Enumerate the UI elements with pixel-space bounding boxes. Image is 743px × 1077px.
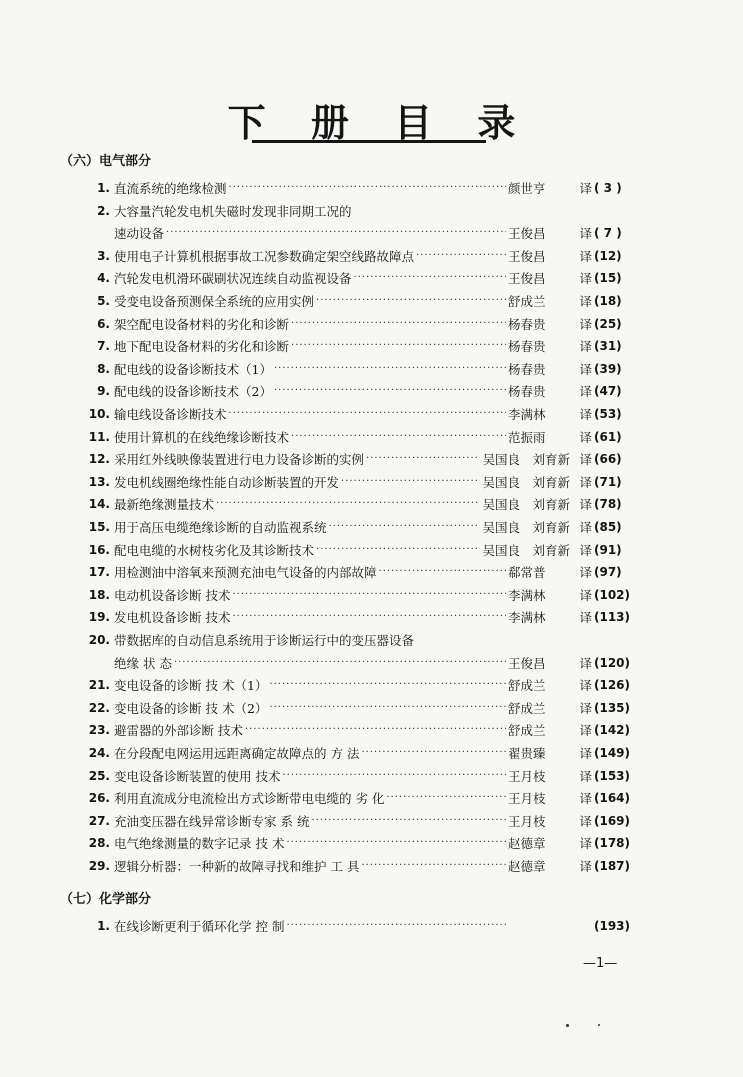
dot-leader xyxy=(386,788,506,808)
translated-marker: 译 xyxy=(579,746,592,761)
entry-title: 采用红外线映像装置进行电力设备诊断的实例 xyxy=(114,452,365,468)
toc-entry[interactable] xyxy=(68,381,648,401)
entry-title: 配电线的设备诊断技术（1） xyxy=(114,361,272,377)
entry-translator: 吴国良 刘育新 xyxy=(482,452,570,468)
entry-number: 6. xyxy=(97,316,110,331)
entry-number: 2. xyxy=(97,203,110,218)
entry-page: (142) xyxy=(594,723,631,738)
entry-number: 20. xyxy=(88,633,110,647)
translated-marker: 译 xyxy=(579,429,592,445)
entry-translator: 舒成兰 xyxy=(508,700,546,716)
toc-entry[interactable] xyxy=(68,291,648,311)
toc-entry[interactable] xyxy=(68,336,648,356)
dot-leader xyxy=(379,562,506,582)
dot-leader xyxy=(291,427,506,447)
entry-page: (61) xyxy=(594,429,622,444)
entry-number: 12. xyxy=(88,452,110,467)
scan-speck xyxy=(598,1024,600,1026)
entry-page: ( 7 ) xyxy=(594,226,622,241)
entry-translator: 杨春贵 xyxy=(508,384,546,400)
entry-translator: 王月枝 xyxy=(508,791,546,807)
dot-leader xyxy=(354,268,506,288)
toc-entry[interactable] xyxy=(68,246,648,266)
translated-marker: 译 xyxy=(579,610,592,626)
entry-translator: 王月枝 xyxy=(508,813,546,829)
entry-title: 充油变压器在线异常诊断专家 系 统 xyxy=(114,813,310,829)
toc-entry[interactable] xyxy=(68,916,648,936)
toc-entry[interactable] xyxy=(68,856,648,876)
entry-title: 输电线设备诊断技术 xyxy=(114,407,227,422)
translated-marker: 译 xyxy=(579,791,592,807)
entry-title: 变电设备的诊断 技 术（1） xyxy=(114,678,268,694)
translated-marker: 译 xyxy=(579,497,592,513)
entry-translator: 赵德章 xyxy=(508,836,546,852)
entry-number: 1. xyxy=(97,181,110,195)
dot-leader xyxy=(361,743,506,763)
dot-leader xyxy=(316,291,506,311)
entry-number: 11. xyxy=(88,429,110,444)
entry-number: 26. xyxy=(88,791,110,806)
entry-number: 9. xyxy=(97,384,110,399)
entry-title: 架空配电设备材料的劣化和诊断 xyxy=(114,316,290,332)
entry-title: 使用电子计算机根据事故工况参数确定架空线路故障点 xyxy=(114,248,415,264)
toc-entry[interactable] xyxy=(68,404,648,424)
entry-number: 5. xyxy=(97,294,110,308)
entry-title: 逻辑分析器：一种新的故障寻找和维护 工 具 xyxy=(114,859,360,874)
entry-page: (178) xyxy=(594,836,631,851)
entry-number: 15. xyxy=(88,520,110,534)
entry-title: 最新绝缘测量技术 xyxy=(114,497,215,513)
entry-title: 用检测油中溶氧来预测充油电气设备的内部故障 xyxy=(114,565,377,581)
toc-entry[interactable] xyxy=(68,720,648,740)
translated-marker: 译 xyxy=(579,271,592,287)
title-underline xyxy=(252,140,486,143)
section-heading: （七）化学部分 xyxy=(60,892,152,907)
dot-leader xyxy=(174,653,506,673)
entry-page: (18) xyxy=(594,294,622,308)
entry-page: (12) xyxy=(594,248,622,263)
entry-translator: 李满林 xyxy=(508,407,546,422)
entry-title: 变电设备的诊断 技 术（2） xyxy=(114,700,268,716)
entry-title: 避雷器的外部诊断 技术 xyxy=(114,723,243,739)
translated-marker: 译 xyxy=(579,407,592,422)
toc-entry[interactable] xyxy=(68,359,648,379)
entry-title: 地下配电设备材料的劣化和诊断 xyxy=(114,339,290,355)
scan-speck xyxy=(566,1024,569,1027)
entry-page: (25) xyxy=(594,316,622,331)
entry-title: 在分段配电网运用远距离确定故障点的 方 法 xyxy=(114,746,360,761)
entry-page: (31) xyxy=(594,339,622,354)
entry-page: (126) xyxy=(594,678,631,693)
dot-leader xyxy=(311,811,506,831)
translated-marker: 译 xyxy=(579,678,592,694)
dot-leader xyxy=(232,585,506,605)
dot-leader xyxy=(274,359,506,379)
entry-title: 配电线的设备诊断技术（2） xyxy=(114,384,272,400)
entry-number: 4. xyxy=(97,271,110,286)
entry-title: 绝缘 状 态 xyxy=(114,655,172,671)
dot-leader xyxy=(291,314,506,334)
toc-entry[interactable] xyxy=(68,788,648,808)
entry-title: 汽轮发电机滑环碳刷状况连续自动监视设备 xyxy=(114,271,352,287)
entry-translator: 翟贵臻 xyxy=(508,746,546,761)
entry-translator: 王月枝 xyxy=(508,768,546,784)
entry-page: (66) xyxy=(594,452,622,467)
translated-marker: 译 xyxy=(579,474,592,490)
entry-translator: 王俊昌 xyxy=(508,271,546,287)
translated-marker: 译 xyxy=(579,565,592,581)
toc-entry[interactable] xyxy=(68,562,648,582)
toc-entry[interactable] xyxy=(68,698,648,718)
entry-page: (102) xyxy=(594,587,631,602)
dot-leader xyxy=(416,246,506,266)
entry-translator: 杨春贵 xyxy=(508,316,546,332)
entry-page: ( 3 ) xyxy=(594,181,622,195)
entry-translator: 王俊昌 xyxy=(508,226,546,242)
entry-page: (193) xyxy=(594,919,631,933)
entry-number: 21. xyxy=(88,678,110,693)
entry-number: 7. xyxy=(97,339,110,354)
dot-leader xyxy=(291,336,506,356)
entry-page: (78) xyxy=(594,497,622,512)
entry-translator: 杨春贵 xyxy=(508,339,546,355)
entry-page: (15) xyxy=(594,271,622,286)
dot-leader xyxy=(282,766,506,786)
dot-leader xyxy=(229,404,506,424)
entry-number: 19. xyxy=(88,610,110,625)
entry-number: 14. xyxy=(88,497,110,512)
dot-leader xyxy=(216,494,480,514)
translated-marker: 译 xyxy=(579,813,592,829)
translated-marker: 译 xyxy=(579,181,592,196)
toc-entry[interactable] xyxy=(68,449,648,469)
translated-marker: 译 xyxy=(579,520,592,535)
entry-page: (187) xyxy=(594,859,631,873)
entry-page: (91) xyxy=(594,542,622,557)
toc-entry[interactable] xyxy=(68,585,648,605)
entry-title: 电动机设备诊断 技术 xyxy=(114,587,231,603)
entry-translator: 颜世亨 xyxy=(508,181,546,196)
entry-number: 24. xyxy=(88,746,110,760)
dot-leader xyxy=(361,856,506,876)
translated-marker: 译 xyxy=(579,384,592,400)
entry-page: (113) xyxy=(594,610,631,625)
page-title: 下 册 目 录 xyxy=(227,100,532,145)
toc-entry[interactable] xyxy=(68,223,648,243)
entry-title: 使用计算机的在线绝缘诊断技术 xyxy=(114,429,290,445)
toc-entry[interactable] xyxy=(68,314,648,334)
entry-translator: 吴国良 刘育新 xyxy=(482,497,570,513)
entry-number: 27. xyxy=(88,813,110,828)
toc-entry[interactable] xyxy=(68,743,648,763)
entry-page: (164) xyxy=(594,791,631,806)
entry-page: (169) xyxy=(594,813,631,828)
entry-page: (97) xyxy=(594,565,622,580)
dot-leader xyxy=(329,517,481,537)
translated-marker: 译 xyxy=(579,836,592,852)
entry-translator: 赵德章 xyxy=(508,859,546,874)
dot-leader xyxy=(269,675,506,695)
entry-number: 18. xyxy=(88,587,110,602)
page-number: —1— xyxy=(583,956,618,971)
entry-title: 带数据库的自动信息系统用于诊断运行中的变压器设备 xyxy=(114,633,415,648)
entry-title: 发电机设备诊断 技术 xyxy=(114,610,231,626)
entry-translator: 吴国良 刘育新 xyxy=(482,474,570,490)
entry-number: 22. xyxy=(88,700,110,715)
toc-entry[interactable] xyxy=(68,540,648,560)
dot-leader xyxy=(286,916,506,936)
translated-marker: 译 xyxy=(579,248,592,264)
entry-number: 8. xyxy=(97,361,110,376)
dot-leader xyxy=(229,178,506,198)
entry-page: (149) xyxy=(594,746,631,760)
translated-marker: 译 xyxy=(579,339,592,355)
toc-entry[interactable] xyxy=(68,472,648,492)
translated-marker: 译 xyxy=(579,700,592,716)
toc-entry[interactable] xyxy=(68,494,648,514)
dot-leader xyxy=(316,540,480,560)
entry-translator: 舒成兰 xyxy=(508,723,546,739)
entry-page: (85) xyxy=(594,520,622,534)
translated-marker: 译 xyxy=(579,452,592,468)
entry-title: 受变电设备预测保全系统的应用实例 xyxy=(114,294,315,309)
translated-marker: 译 xyxy=(579,723,592,739)
entry-translator: 舒成兰 xyxy=(508,294,546,309)
entry-title: 利用直流成分电流检出方式诊断带电电缆的 劣 化 xyxy=(114,791,385,807)
entry-translator: 舒成兰 xyxy=(508,678,546,694)
dot-leader xyxy=(232,607,506,627)
entry-translator: 王俊昌 xyxy=(508,248,546,264)
entry-translator: 吴国良 刘育新 xyxy=(482,520,570,535)
toc-entry[interactable] xyxy=(68,517,648,537)
entry-page: (135) xyxy=(594,700,631,715)
translated-marker: 译 xyxy=(579,587,592,603)
toc-entry[interactable] xyxy=(68,630,648,650)
translated-marker: 译 xyxy=(579,294,592,309)
entry-title: 在线诊断更利于循环化学 控 制 xyxy=(114,919,285,934)
dot-leader xyxy=(269,698,506,718)
entry-number: 10. xyxy=(88,407,110,421)
entry-title: 大容量汽轮发电机失磁时发现非同期工况的 xyxy=(114,203,352,219)
entry-translator: 王俊昌 xyxy=(508,655,546,671)
entry-translator: 吴国良 刘育新 xyxy=(482,542,570,558)
translated-marker: 译 xyxy=(579,316,592,332)
entry-translator: 李满林 xyxy=(508,610,546,626)
toc-entry[interactable] xyxy=(68,675,648,695)
entry-translator: 郗常普 xyxy=(508,565,546,581)
entry-title: 发电机线圈绝缘性能自动诊断装置的开发 xyxy=(114,474,340,490)
toc-entry[interactable] xyxy=(68,427,648,447)
entry-number: 23. xyxy=(88,723,110,738)
entry-title: 直流系统的绝缘检测 xyxy=(114,181,227,196)
translated-marker: 译 xyxy=(579,361,592,377)
toc-entry[interactable] xyxy=(68,178,648,198)
entry-number: 25. xyxy=(88,768,110,783)
entry-number: 29. xyxy=(88,859,110,873)
dot-leader xyxy=(274,381,506,401)
toc-entry[interactable] xyxy=(68,607,648,627)
entry-title: 用于高压电缆绝缘诊断的自动监视系统 xyxy=(114,520,327,535)
dot-leader xyxy=(341,472,480,492)
toc-entry[interactable] xyxy=(68,833,648,853)
translated-marker: 译 xyxy=(579,655,592,671)
entry-number: 16. xyxy=(88,542,110,557)
toc-entry[interactable] xyxy=(68,653,648,673)
translated-marker: 译 xyxy=(579,542,592,558)
translated-marker: 译 xyxy=(579,859,592,874)
entry-number: 3. xyxy=(97,248,110,263)
toc-entry[interactable] xyxy=(68,811,648,831)
dot-leader xyxy=(166,223,506,243)
entry-title: 变电设备诊断装置的使用 技术 xyxy=(114,768,281,784)
entry-page: (120) xyxy=(594,655,631,670)
entry-translator: 李满林 xyxy=(508,587,546,603)
entry-page: (153) xyxy=(594,768,631,783)
toc-entry[interactable] xyxy=(68,766,648,786)
entry-number: 28. xyxy=(88,836,110,851)
translated-marker: 译 xyxy=(579,768,592,784)
entry-page: (39) xyxy=(594,361,622,376)
entry-number: 13. xyxy=(88,474,110,489)
entry-title: 配电电缆的水树枝劣化及其诊断技术 xyxy=(114,542,315,558)
dot-leader xyxy=(245,720,506,740)
section-heading: （六）电气部分 xyxy=(60,154,152,169)
entry-translator: 杨春贵 xyxy=(508,361,546,377)
translated-marker: 译 xyxy=(579,226,592,242)
dot-leader xyxy=(286,833,506,853)
entry-page: (53) xyxy=(594,407,622,421)
entry-title: 速动设备 xyxy=(114,226,165,242)
toc-entry[interactable] xyxy=(68,268,648,288)
entry-page: (47) xyxy=(594,384,622,399)
dot-leader xyxy=(366,449,480,469)
entry-number: 17. xyxy=(88,565,110,580)
toc-entry[interactable] xyxy=(68,201,648,221)
entry-title: 电气绝缘测量的数字记录 技 术 xyxy=(114,836,285,852)
entry-number: 1. xyxy=(97,919,110,933)
entry-translator: 范振雨 xyxy=(508,429,546,445)
entry-page: (71) xyxy=(594,474,622,489)
